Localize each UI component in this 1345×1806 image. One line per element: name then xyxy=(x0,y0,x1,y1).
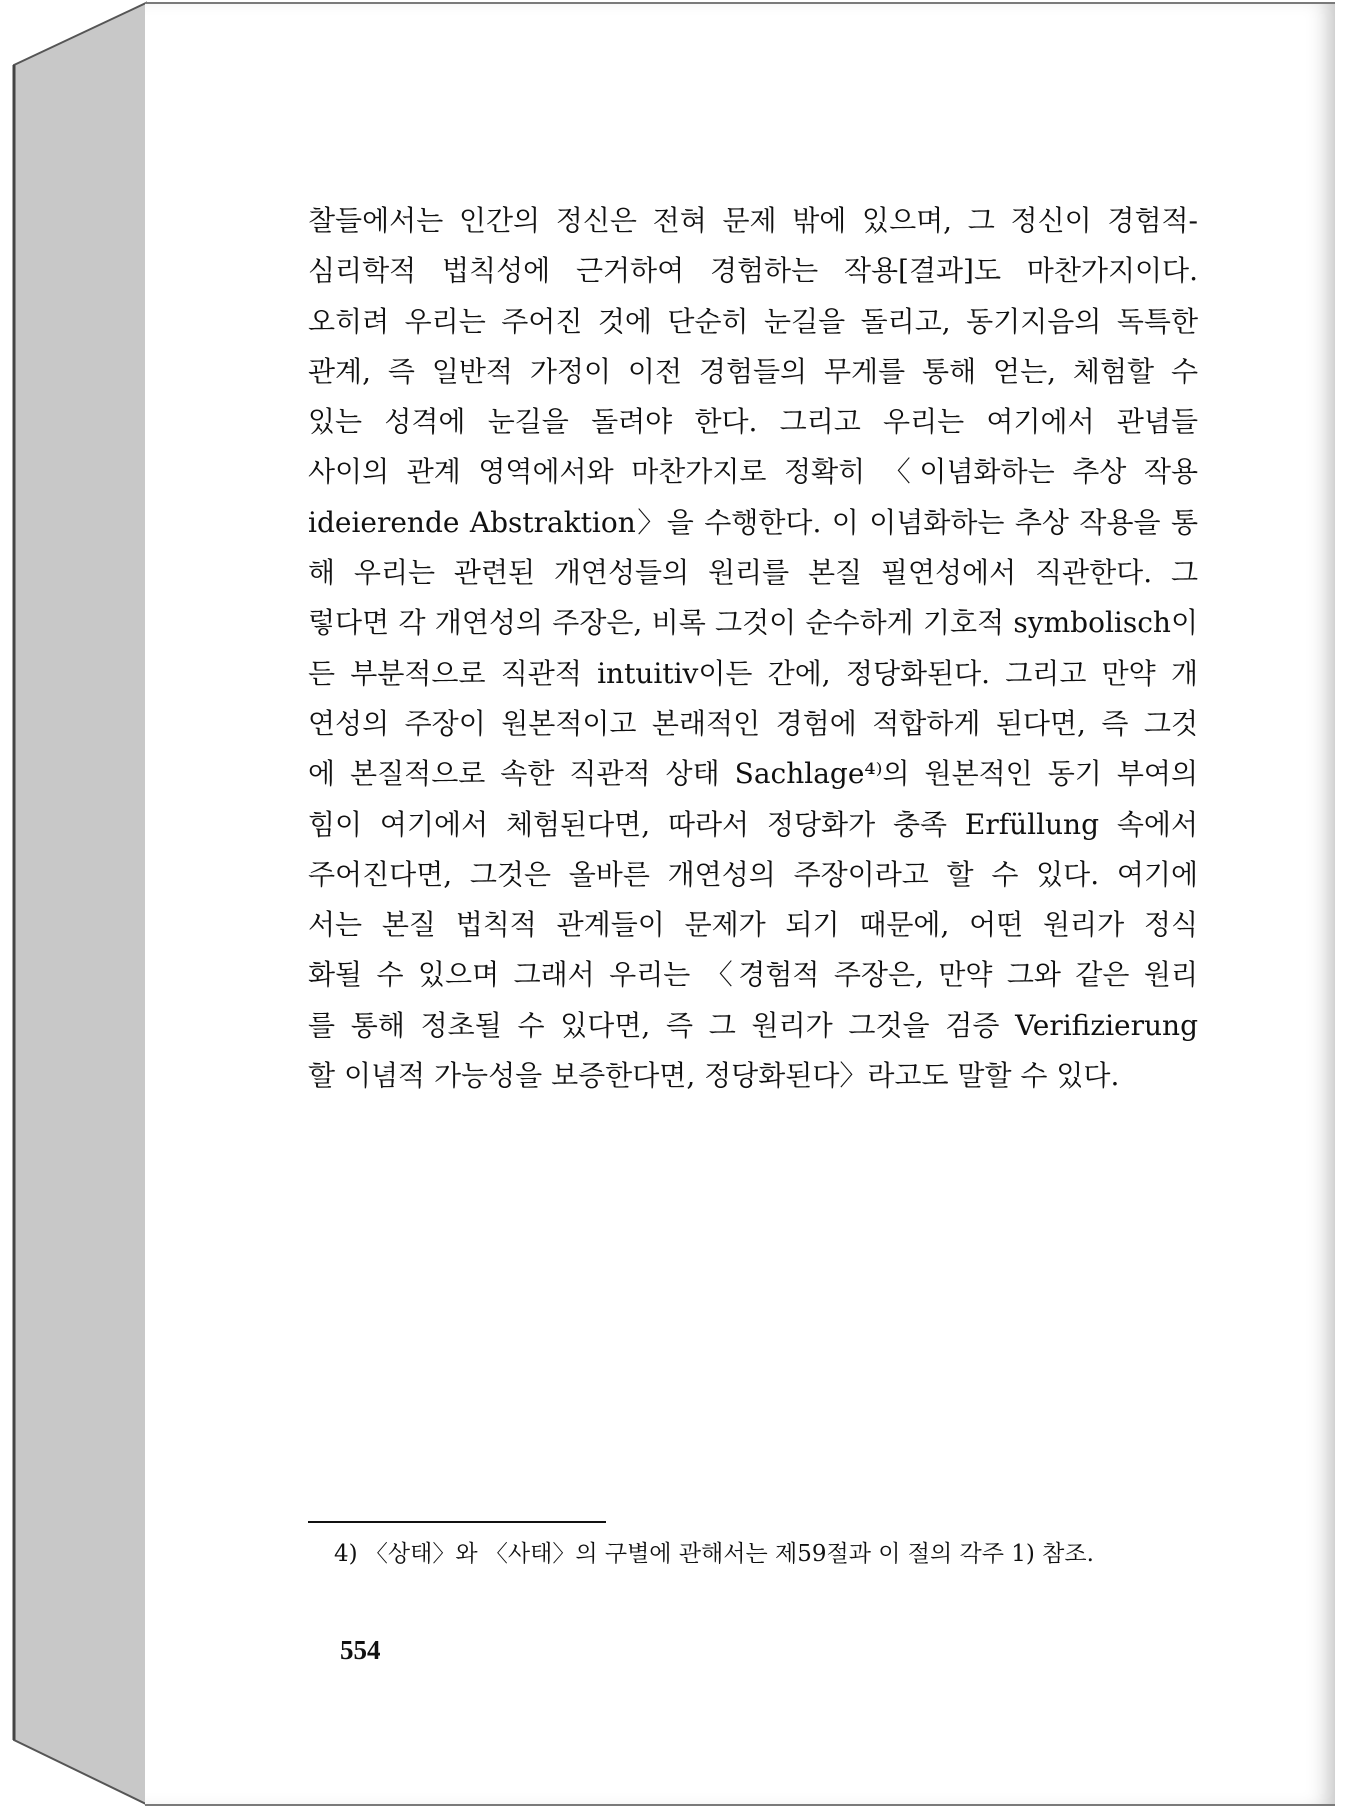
text-line: 관계, 즉 일반적 가정이 이전 경험들의 무게를 통해 얻는, 체험할 수 xyxy=(308,354,1198,388)
text-line: 주어진다면, 그것은 올바른 개연성의 주장이라고 할 수 있다. 여기에 xyxy=(308,857,1198,891)
text-line: 힘이 여기에서 체험된다면, 따라서 정당화가 충족 Erfüllung 속에서 xyxy=(308,807,1198,841)
body-text xyxy=(308,196,1198,1101)
text-line: 사이의 관계 영역에서와 마찬가지로 정확히 〈이념화하는 추상 작용 xyxy=(308,455,1198,489)
text-line: 에 본질적으로 속한 직관적 상태 Sachlage⁴⁾의 원본적인 동기 부여의 xyxy=(308,757,1198,791)
text-line: 서는 본질 법칙적 관계들이 문제가 되기 때문에, 어떤 원리가 정식 xyxy=(308,908,1198,942)
text-line: 찰들에서는 인간의 정신은 전혀 문제 밖에 있으며, 그 정신이 경험적- xyxy=(308,204,1198,237)
text-line: 화될 수 있으며 그래서 우리는 〈경험적 주장은, 만약 그와 같은 원리 xyxy=(308,958,1198,992)
text-line: 든 부분적으로 직관적 intuitiv이든 간에, 정당화된다. 그리고 만약 개 xyxy=(308,656,1198,690)
footnote: 4) 〈상태〉와 〈사태〉의 구별에 관해서는 제59절과 이 절의 각주 1) 참조. xyxy=(334,1541,1094,1567)
text-line: 렇다면 각 개연성의 주장은, 비록 그것이 순수하게 기호적 symbolisch이 xyxy=(308,606,1198,640)
text-line: 를 통해 정초될 수 있다면, 즉 그 원리가 그것을 검증 Verifizierung xyxy=(308,1008,1198,1042)
text-line: 오히려 우리는 주어진 것에 단순히 눈길을 돌리고, 동기지음의 독특한 xyxy=(308,304,1198,338)
footnote-rule xyxy=(308,1521,606,1523)
text-line: 연성의 주장이 원본적이고 본래적인 경험에 적합하게 된다면, 즉 그것 xyxy=(308,706,1198,740)
text-line: 할 이념적 가능성을 보증한다면, 정당화된다〉라고도 말할 수 있다. xyxy=(308,1059,1120,1093)
book-spine xyxy=(0,0,150,1806)
text-line: 심리학적 법칙성에 근거하여 경험하는 작용[결과]도 마찬가지이다. xyxy=(308,254,1198,288)
text-line: 있는 성격에 눈길을 돌려야 한다. 그리고 우리는 여기에서 관념들 xyxy=(308,405,1198,439)
text-line: ideierende Abstraktion〉을 수행한다. 이 이념화하는 추상 작용을 통 xyxy=(308,505,1198,539)
page-number: 554 xyxy=(340,1635,381,1665)
text-line: 해 우리는 관련된 개연성들의 원리를 본질 필연성에서 직관한다. 그 xyxy=(308,556,1198,590)
